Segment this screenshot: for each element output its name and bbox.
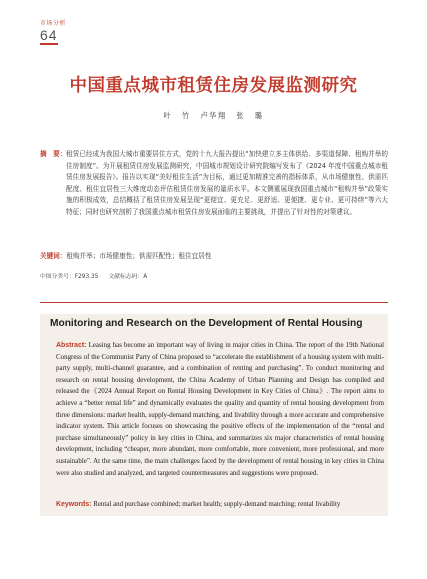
cn-keywords-label: 关键词： bbox=[40, 252, 67, 260]
english-abstract-label: Abstract: bbox=[56, 342, 87, 349]
english-title: Monitoring and Research on the Development of Rental Housing bbox=[50, 318, 363, 329]
section-tag: 市场分析 bbox=[40, 20, 67, 27]
document-code: 文献标志码：A bbox=[108, 274, 148, 280]
english-abstract bbox=[56, 340, 384, 479]
cn-keywords-text: 租购并举；市场健康性；供需匹配性；租住宜居性 bbox=[66, 252, 212, 260]
english-keywords-text: Rental and purchase combined; market health; supply-demand matching; rental livability bbox=[93, 500, 341, 508]
header-rule bbox=[40, 43, 58, 45]
cn-abstract-text: 租赁已经成为我国大城市重要居住方式，党的十九大报告提出“加快建立多主体供给、多渠道保障、租购并举的住房制度”。为开展租赁住房发展监测研究，中国城市规划设计研究院编写发布了《2024 年度中国重点城市租赁住房发展报告》。报告以实现“美好租住生活”为目标，通过更加精准完善的指标体系，从市场健康性、供需匹配度、租住宜居性三大维度动态评估租赁住房发展的量质水平。本文侧重展现我国重点城市“租购并举”政策实施的积极成效，总结概括了租赁住房发展呈现“更便宜、更充足、更舒适、更便捷、更专业、更可持续”等六大特征；同时也研究剖析了我国重点城市租赁住房发展面临的主要挑战，并提出了针对性的对策建议。 bbox=[66, 150, 388, 216]
section-divider bbox=[40, 302, 388, 303]
classification-line bbox=[40, 271, 147, 280]
cn-abstract-label: 摘 要： bbox=[40, 150, 67, 158]
cn-keywords bbox=[40, 250, 388, 260]
cn-abstract bbox=[40, 149, 388, 218]
clc-number: 中图分类号：F293.35 bbox=[40, 274, 99, 280]
page-number: 64 bbox=[40, 27, 58, 43]
english-keywords-label: Keywords: bbox=[56, 501, 92, 508]
english-keywords bbox=[56, 500, 384, 508]
authors: 叶 竹 卢华翔 张 璐 bbox=[163, 111, 264, 120]
english-abstract-text: Leasing has become an important way of living in major cities in China. The report of the 19th National Congress of the Communist Party of China proposed to “accelerate the establishment of a housing system with multi-party supply, multi-channel guarantee, and a combination of renting and purchasing”. To conduct monitoring and research on rental housing development, the China Academy of Urban Planning and Design has compiled and released the《2024 Annual Report on Rental Housing Development in Key Cities of China》. The report aims to achieve a “better rental life” and dynamically evaluates the quality and quantity of rental housing development from three dimensions: market health, supply-demand matching, and livability through a more accurate and comprehensive indicator system. This article focuses on showcasing the positive effects of the implementation of the “rental and purchase simultaneously” policy in key cities in China, and summarizes six major characteristics of rental housing development, including “cheaper, more abundant, more comfortable, more convenient, more professional, and more sustainable”. At the same time, the main challenges faced by the development of rental housing in key cities in China were also studied and analyzed, and targeted countermeasures and suggestions were proposed. bbox=[56, 341, 384, 477]
article-title: 中国重点城市租赁住房发展监测研究 bbox=[69, 76, 358, 96]
